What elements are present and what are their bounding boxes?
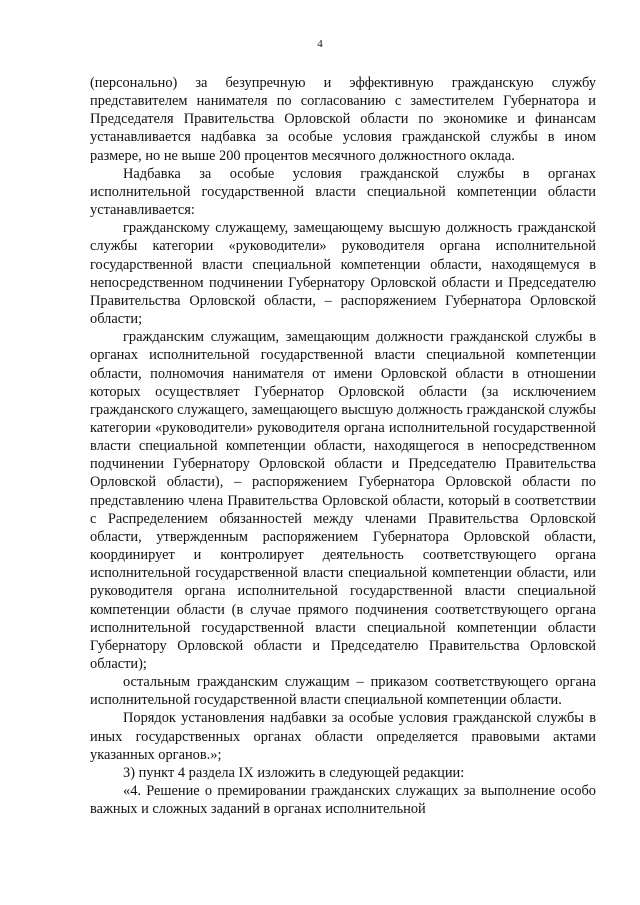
- document-body: [90, 74, 596, 818]
- paragraph-6: Порядок установления надбавки за особые условия гражданской службы в иных государственных органах области определяется правовыми актами указанных органов.»;: [90, 710, 596, 763]
- paragraph-5: остальным гражданским служащим – приказом соответствующего органа исполнительной государственной власти специальной компетенции области.: [90, 674, 596, 709]
- paragraph-2: Надбавка за особые условия гражданской службы в органах исполнительной государственной власти специальной компетенции области устанавливается:: [90, 165, 596, 219]
- page-number: 4: [317, 38, 323, 50]
- paragraph-1: (персонально) за безупречную и эффективную гражданскую службу представителем нанимателя по согласованию с заместителем Губернатора и Председателя Правительства Орловской области по экономике и финансам устанавливается надбавка за особые условия гражданской службы в ином размере, но не выше 200 процентов месячного должностного оклада.: [90, 75, 596, 164]
- paragraph-7: 3) пункт 4 раздела IX изложить в следующей редакции:: [123, 764, 465, 781]
- paragraph-4: гражданским служащим, замещающим должности гражданской службы в органах исполнительной государственной власти специальной компетенции области, полномочия нанимателя от имени Орловской области в отношении которых осуществляет Губернатор Орловской области (за исключением гражданского служащего, замещающего высшую должность гражданской службы категории «руководители» руководителя органа исполнительной государственной власти специальной компетенции области, находящегося в непосредственном подчинении Губернатору Орловской области и Председателю Правительства Орловской области), – распоряжением Губернатора Орловской области по представлению члена Правительства Орловской области, который в соответствии с Распределением обязанностей между членами Правительства Орловской области, утвержденным распоряжением Губернатора Орловской области, координирует и контролирует деятельность соответствующего органа исполнительной государственной власти специальной компетенции области, или руководителя органа исполнительной государственной власти специальной компетенции области (в случае прямого подчинения соответствующего органа исполнительной государственной власти специальной компетенции области Губернатору Орловской области и Председателю Правительства Орловской области);: [90, 329, 596, 672]
- paragraph-8: «4. Решение о премировании гражданских служащих за выполнение особо важных и сложных заданий в органах исполнительной: [90, 783, 596, 818]
- paragraph-3: гражданскому служащему, замещающему высшую должность гражданской службы категории «руководители» руководителя органа исполнительной государственной власти специальной компетенции области, находящемуся в непосредственном подчинении Губернатору Орловской области и Председателю Правительства Орловской области, – распоряжением Губернатора Орловской области;: [90, 220, 596, 328]
